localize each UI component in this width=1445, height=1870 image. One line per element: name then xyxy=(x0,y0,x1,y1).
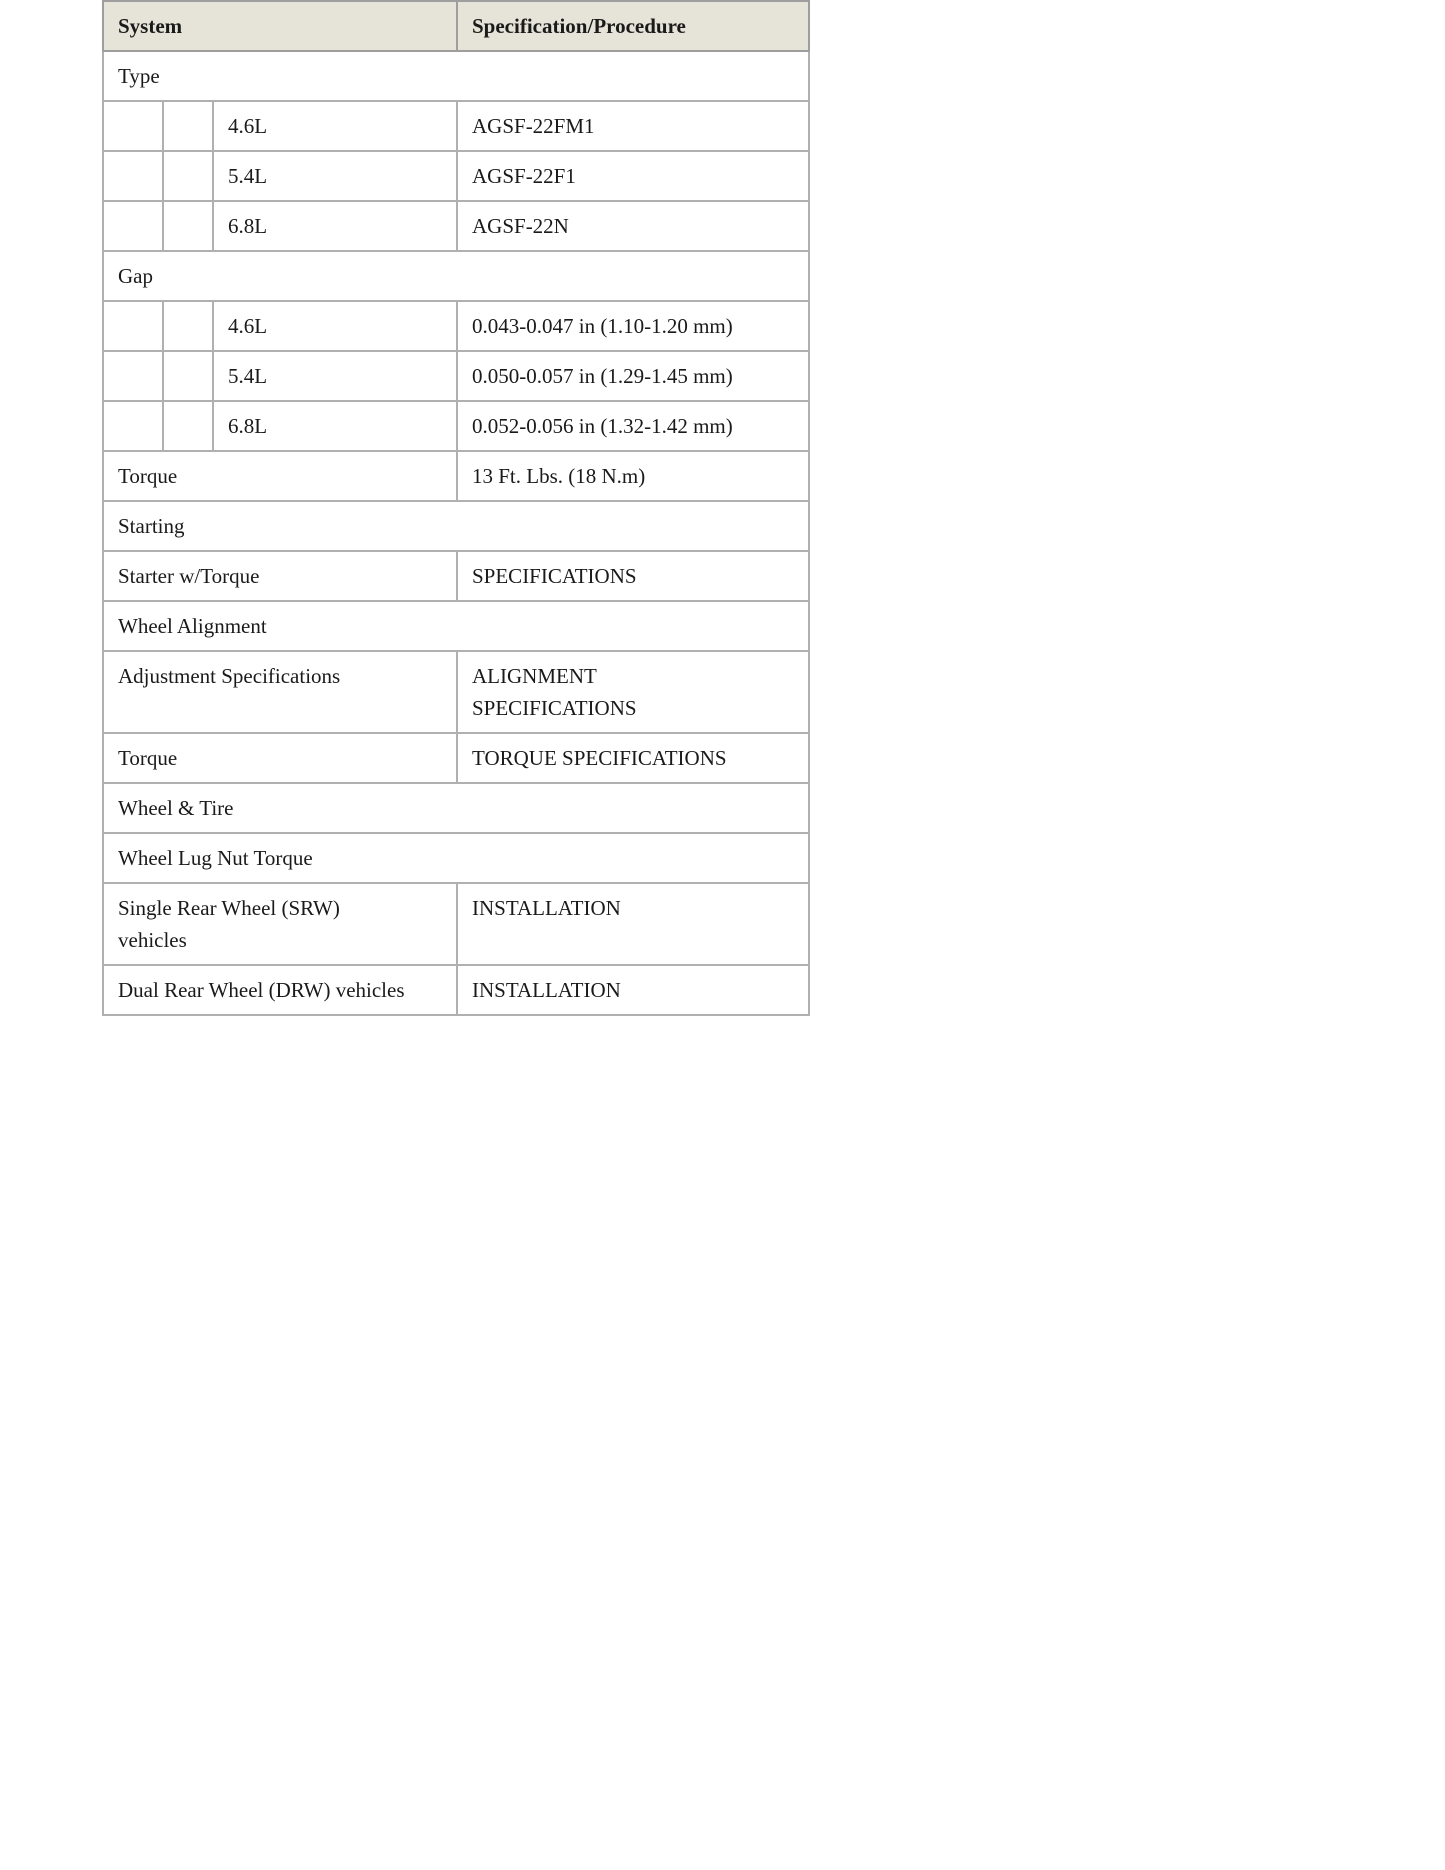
table-row xyxy=(103,601,809,651)
table-row xyxy=(103,251,809,301)
table-row xyxy=(103,351,809,401)
value-cell: 0.050-0.057 in (1.29-1.45 mm) xyxy=(457,351,809,401)
section-wheel-tire: Wheel & Tire xyxy=(103,783,809,833)
srw-value: INSTALLATION xyxy=(457,883,809,965)
table-row xyxy=(103,51,809,101)
table-header-row xyxy=(103,1,809,51)
engine-cell: 5.4L xyxy=(213,351,457,401)
blank-cell xyxy=(163,201,213,251)
blank-cell xyxy=(163,401,213,451)
value-cell: 0.043-0.047 in (1.10-1.20 mm) xyxy=(457,301,809,351)
blank-cell xyxy=(103,201,163,251)
table-row xyxy=(103,201,809,251)
torque-value: 13 Ft. Lbs. (18 N.m) xyxy=(457,451,809,501)
table-row xyxy=(103,501,809,551)
blank-cell xyxy=(163,351,213,401)
blank-cell xyxy=(103,151,163,201)
table-row xyxy=(103,151,809,201)
table-row xyxy=(103,451,809,501)
engine-cell: 4.6L xyxy=(213,301,457,351)
table-row xyxy=(103,101,809,151)
srw-label: Single Rear Wheel (SRW) vehicles xyxy=(103,883,457,965)
blank-cell xyxy=(163,151,213,201)
alignment-torque-value: TORQUE SPECIFICATIONS xyxy=(457,733,809,783)
blank-cell xyxy=(163,101,213,151)
value-cell: AGSF-22FM1 xyxy=(457,101,809,151)
table-row xyxy=(103,551,809,601)
section-starting: Starting xyxy=(103,501,809,551)
section-wheel-alignment: Wheel Alignment xyxy=(103,601,809,651)
blank-cell xyxy=(103,351,163,401)
table-row xyxy=(103,783,809,833)
alignment-torque-label: Torque xyxy=(103,733,457,783)
drw-label: Dual Rear Wheel (DRW) vehicles xyxy=(103,965,457,1015)
table-row xyxy=(103,651,809,733)
engine-cell: 4.6L xyxy=(213,101,457,151)
table-row xyxy=(103,301,809,351)
blank-cell xyxy=(163,301,213,351)
header-spec: Specification/Procedure xyxy=(457,1,809,51)
table-row xyxy=(103,733,809,783)
starter-label: Starter w/Torque xyxy=(103,551,457,601)
type-label: Type xyxy=(103,51,809,101)
engine-cell: 6.8L xyxy=(213,201,457,251)
blank-cell xyxy=(103,401,163,451)
engine-cell: 6.8L xyxy=(213,401,457,451)
drw-value: INSTALLATION xyxy=(457,965,809,1015)
table-row xyxy=(103,965,809,1015)
table-row xyxy=(103,833,809,883)
starter-value: SPECIFICATIONS xyxy=(457,551,809,601)
specifications-table xyxy=(102,0,810,1016)
engine-cell: 5.4L xyxy=(213,151,457,201)
gap-label: Gap xyxy=(103,251,809,301)
blank-cell xyxy=(103,301,163,351)
value-cell: 0.052-0.056 in (1.32-1.42 mm) xyxy=(457,401,809,451)
torque-label: Torque xyxy=(103,451,457,501)
value-cell: AGSF-22N xyxy=(457,201,809,251)
value-cell: AGSF-22F1 xyxy=(457,151,809,201)
table-row xyxy=(103,401,809,451)
adjustment-label: Adjustment Specifications xyxy=(103,651,457,733)
header-system: System xyxy=(103,1,457,51)
lug-nut-label: Wheel Lug Nut Torque xyxy=(103,833,809,883)
adjustment-value: ALIGNMENT SPECIFICATIONS xyxy=(457,651,809,733)
table-row xyxy=(103,883,809,965)
blank-cell xyxy=(103,101,163,151)
